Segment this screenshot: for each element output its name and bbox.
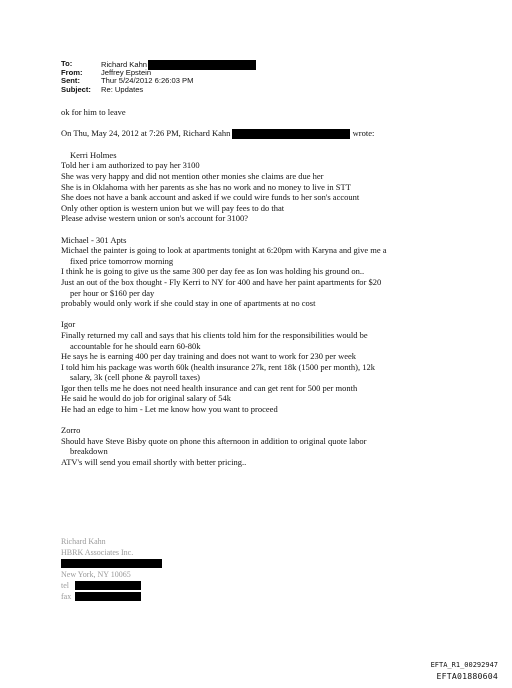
redaction-block bbox=[75, 581, 141, 590]
from-label: From: bbox=[61, 67, 83, 77]
redaction-block bbox=[148, 60, 256, 70]
section-heading-michael: Michael - 301 Apts bbox=[61, 234, 127, 245]
subject-value: Re: Updates bbox=[101, 84, 144, 94]
body-line: He says he is earning 400 per day training and does not want to work for 230 per week bbox=[61, 351, 357, 362]
body-line: Michael the painter is going to look at apartments tonight at 6:20pm with Karyna and give me a bbox=[61, 245, 387, 256]
body-line: She was very happy and did not mention other monies she claims are due her bbox=[61, 171, 324, 182]
signature-redacted-line bbox=[61, 558, 133, 569]
sent-value: Thur 5/24/2012 6:26:03 PM bbox=[101, 76, 194, 86]
body-line: fixed price tomorrow morning bbox=[70, 255, 174, 266]
body-line: He said he would do job for original salary of 54k bbox=[61, 393, 231, 404]
quote-intro: On Thu, May 24, 2012 at 7:26 PM, Richard Kahn wrote: bbox=[61, 128, 375, 139]
body-line: I told him his package was worth 60k (health insurance 27k, rent 18k (1500 per month), 12k bbox=[61, 361, 375, 372]
body-line: per hour or $160 per day bbox=[70, 287, 155, 298]
bates-id-secondary: EFTA_R1_00292947 bbox=[430, 661, 498, 669]
body-line: I think he is going to give us the same 300 per day fee as Ion was holding his ground on.. bbox=[61, 266, 365, 277]
to-value: Richard Kahn bbox=[101, 60, 148, 69]
redaction-block bbox=[61, 559, 162, 568]
section-heading-zorro: Zorro bbox=[61, 425, 81, 436]
body-line: Told her i am authorized to pay her 3100 bbox=[61, 160, 200, 171]
body-line: Just an out of the box thought - Fly Kerri to NY for 400 and have her paint apartments for $20 bbox=[61, 276, 382, 287]
body-line: salary, 3k (cell phone & payroll taxes) bbox=[70, 372, 200, 383]
body-line: She is in Oklahoma with her parents as she has no work and no money to live in STT bbox=[61, 181, 351, 192]
section-heading-igor: Igor bbox=[61, 319, 76, 330]
body-line: Please advise western union or son's account for 3100? bbox=[61, 213, 249, 224]
signature-name: Richard Kahn bbox=[61, 537, 106, 546]
email-body bbox=[61, 107, 481, 468]
to-label: To: bbox=[61, 59, 73, 68]
from-value: Jeffrey Epstein bbox=[101, 67, 152, 77]
sent-label: Sent: bbox=[61, 76, 80, 86]
body-line: Only other option is western union but we will pay fees to do that bbox=[61, 202, 285, 213]
reply-text: ok for him to leave bbox=[61, 107, 126, 117]
body-line: Finally returned my call and says that his clients told him for the responsibilities would be bbox=[61, 329, 368, 340]
bates-id-primary: EFTA01880604 bbox=[436, 671, 498, 681]
body-line: He had an edge to him - Let me know how you want to proceed bbox=[61, 404, 278, 415]
body-line: breakdown bbox=[70, 446, 108, 457]
body-line: She does not have a bank account and asked if we could wire funds to her son's account bbox=[61, 192, 360, 203]
section-heading-kerri: Kerri Holmes bbox=[70, 149, 117, 160]
body-line: probably would only work if she could stay in one of apartments at no cost bbox=[61, 298, 316, 309]
body-line: Igor then tells me he does not need health insurance and can get rent for 500 per month bbox=[61, 382, 358, 393]
email-signature bbox=[61, 536, 133, 602]
redaction-block bbox=[232, 129, 350, 139]
signature-company: HBRK Associates Inc. bbox=[61, 548, 134, 557]
body-line: ATV's will send you email shortly with better pricing.. bbox=[61, 457, 247, 468]
signature-city: New York, NY 10065 bbox=[61, 570, 131, 579]
redaction-block bbox=[75, 592, 141, 601]
subject-label: Subject: bbox=[61, 84, 91, 94]
body-line: accountable for he should earn 60-80k bbox=[70, 340, 201, 351]
body-line: Should have Steve Bisby quote on phone this afternoon in addition to original quote labor bbox=[61, 435, 367, 446]
signature-tel: tel bbox=[61, 580, 133, 591]
signature-fax: fax bbox=[61, 591, 133, 602]
